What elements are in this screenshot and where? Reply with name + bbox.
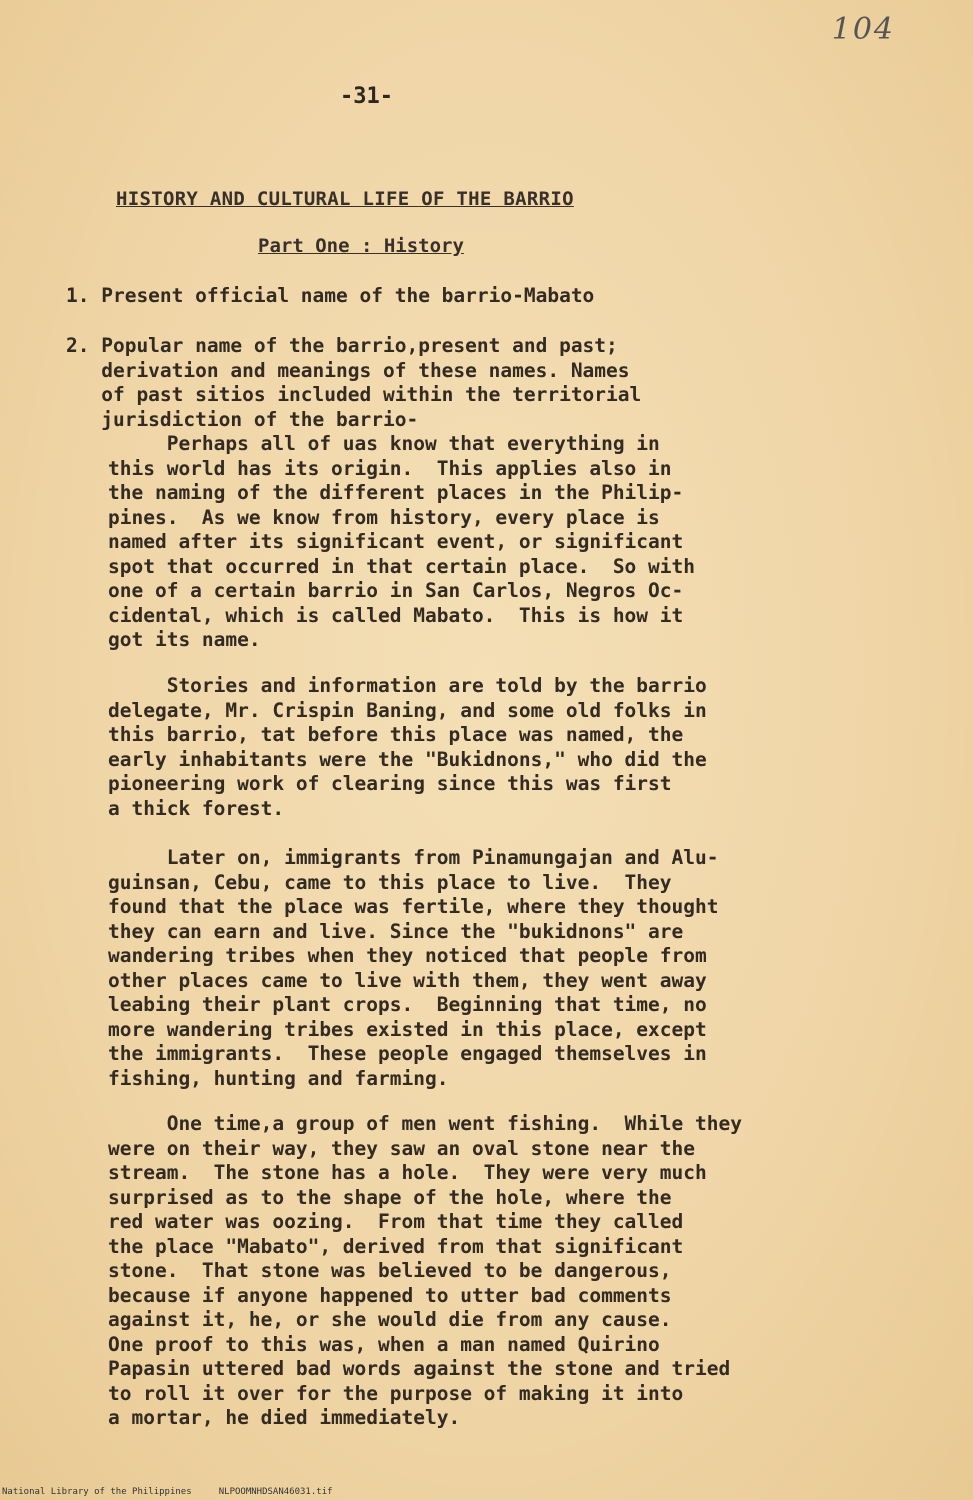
paragraph-bukidnons: Stories and information are told by the barrio delegate, Mr. Crispin Baning, and some old folks in this barrio, tat before this place was named, the early inhabitants were the "Bukidnons," who did the pioneering work of clearing since this was first a thick forest.: [108, 674, 707, 820]
question-item-1: 1. Present official name of the barrio-Mabato: [66, 284, 595, 307]
page-number: -31-: [340, 84, 393, 109]
paragraph-immigrants: Later on, immigrants from Pinamungajan and Alu- guinsan, Cebu, came to this place to live. They found that the place was fertile, where they thought they can earn and live. Since the "bukidnons" are wandering tribes when they noticed that people from other places came to live with them, they went away leabing their plant crops. Beginning that time, no more wandering tribes existed in this place, except the immigrants. These people engaged themselves in fishing, hunting and farming.: [108, 846, 719, 1090]
section-subtitle: Part One : History: [258, 235, 464, 257]
paragraph-origin: Perhaps all of uas know that everything in this world has its origin. This applies also in the naming of the different places in the Philip- pines. As we know from history, every place is named after its significant event, or significant spot that occurred in that certain place. So with one of a certain barrio in San Carlos, Negros Oc- cidental, which is called Mabato. This is how it got its name.: [108, 432, 695, 651]
paragraph-stone: One time,a group of men went fishing. While they were on their way, they saw an oval stone near the stream. The stone has a hole. They were very much surprised as to the shape of the hole, where the red water was oozing. From that time they called the place "Mabato", derived from that significant stone. That stone was believed to be dangerous, because if anyone happened to utter bad comments against it, he, or she would die from any cause. One proof to this was, when a man named Quirino Papasin uttered bad words against the stone and tried to roll it over for the purpose of making it into a mortar, he died immediately.: [108, 1112, 742, 1429]
archive-footer: National Library of the Philippines NLPOOMNHDSAN46031.tif: [2, 1487, 333, 1497]
handwritten-page-number: 104: [831, 12, 895, 47]
question-item-2: 2. Popular name of the barrio,present and past; derivation and meanings of these names. Names of past sitios included within the territorial jurisdiction of the barrio-: [66, 334, 642, 431]
document-title: HISTORY AND CULTURAL LIFE OF THE BARRIO: [116, 188, 574, 210]
